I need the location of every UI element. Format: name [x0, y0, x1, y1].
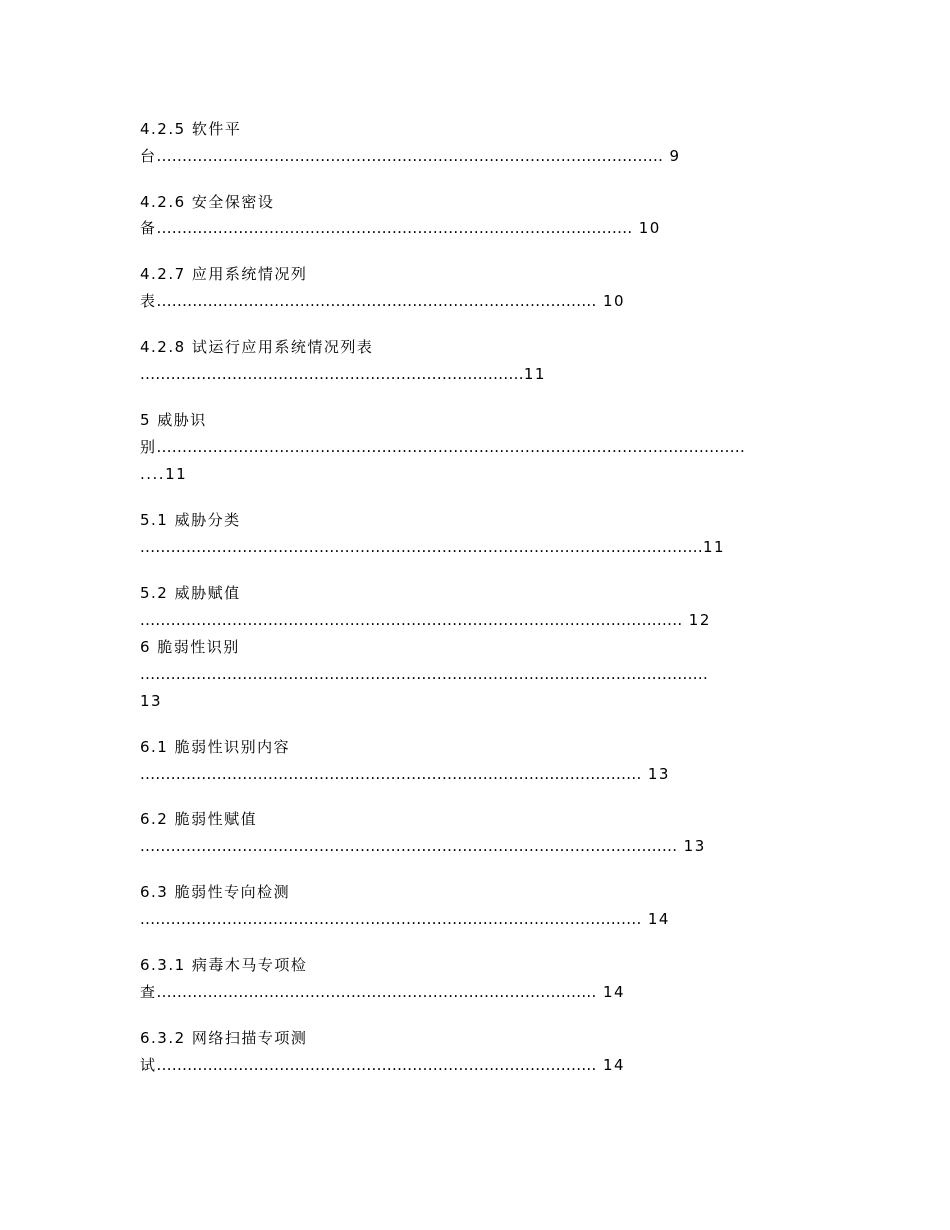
toc-page-number: 14 — [596, 983, 626, 1001]
toc-entry-6-3-1-title: 6.3.1 病毒木马专项检 — [140, 956, 308, 974]
toc-entry-4-2-5-leader — [140, 146, 681, 166]
toc-page-number: 12 — [682, 611, 711, 629]
toc-dots: .............................................................................................................. — [140, 538, 703, 556]
toc-entry-5-leader — [140, 437, 745, 457]
toc-page-number: 13 — [641, 765, 670, 783]
toc-entry-5-1-leader — [140, 537, 725, 557]
toc-page-number: 11 — [523, 365, 546, 383]
toc-entry-6-3-2-leader — [140, 1055, 625, 1075]
toc-entry-text: 表 — [140, 292, 157, 310]
toc-dots: .......................................................................................................... — [140, 611, 683, 629]
toc-dots: ............................................................................................. — [156, 219, 633, 237]
toc-entry-6-2-leader — [140, 836, 706, 856]
toc-dots: ...................................................................................... — [156, 983, 597, 1001]
toc-dots: ................................................................................................................... — [156, 438, 746, 456]
toc-entry-6-3-leader — [140, 909, 670, 929]
toc-entry-6-3-2-title: 6.3.2 网络扫描专项测 — [140, 1029, 308, 1047]
toc-page-number: 10 — [596, 292, 626, 310]
toc-entry-4-2-6-title: 4.2.6 安全保密设 — [140, 193, 275, 211]
toc-entry-4-2-8-title: 4.2.8 试运行应用系统情况列表 — [140, 338, 374, 356]
toc-dots: ...................................................................................... — [156, 292, 597, 310]
toc-entry-6-leader — [140, 664, 708, 684]
toc-entry-text: 台 — [140, 147, 157, 165]
toc-page-number: 10 — [632, 219, 661, 237]
toc-entry-text: 备 — [140, 219, 157, 237]
toc-entry-4-2-7-title: 4.2.7 应用系统情况列 — [140, 265, 308, 283]
toc-entry-5-continuation: ....11 — [140, 465, 188, 483]
toc-entry-4-2-6-leader — [140, 218, 661, 238]
toc-entry-5-title: 5 威胁识 — [140, 411, 207, 429]
toc-entry-5-1-title: 5.1 威胁分类 — [140, 511, 241, 529]
toc-entry-5-2-title: 5.2 威胁赋值 — [140, 584, 241, 602]
toc-entry-4-2-7-leader — [140, 291, 625, 311]
toc-entry-6-continuation: 13 — [140, 692, 163, 710]
toc-entry-4-2-5-title: 4.2.5 软件平 — [140, 120, 242, 138]
toc-dots: .................................................................................................. — [140, 910, 642, 928]
toc-entry-6-3-title: 6.3 脆弱性专向检测 — [140, 883, 291, 901]
toc-dots: ................................................................................................... — [156, 147, 664, 165]
toc-entry-text: 别 — [140, 438, 157, 456]
toc-page-number: 14 — [596, 1056, 626, 1074]
toc-entry-4-2-8-leader — [140, 364, 546, 384]
toc-page-number: 13 — [677, 837, 706, 855]
toc-entry-6-1-title: 6.1 脆弱性识别内容 — [140, 738, 291, 756]
toc-dots: ......................................................................................................... — [140, 837, 678, 855]
toc-entry-6-3-1-leader — [140, 982, 625, 1002]
toc-page-number: 11 — [703, 538, 726, 556]
toc-page-number: 9 — [663, 147, 681, 165]
toc-dots: .................................................................................................. — [140, 765, 642, 783]
toc-entry-5-2-leader — [140, 610, 711, 630]
toc-entry-text: 查 — [140, 983, 157, 1001]
toc-entry-6-1-leader — [140, 764, 670, 784]
toc-dots: ........................................................................... — [140, 365, 524, 383]
toc-entry-6-2-title: 6.2 脆弱性赋值 — [140, 810, 258, 828]
toc-page-number: 14 — [641, 910, 670, 928]
toc-dots: ...................................................................................... — [156, 1056, 597, 1074]
toc-entry-text: 试 — [140, 1056, 157, 1074]
toc-dots: ............................................................................................................... — [140, 665, 709, 683]
toc-entry-6-title: 6 脆弱性识别 — [140, 638, 240, 656]
